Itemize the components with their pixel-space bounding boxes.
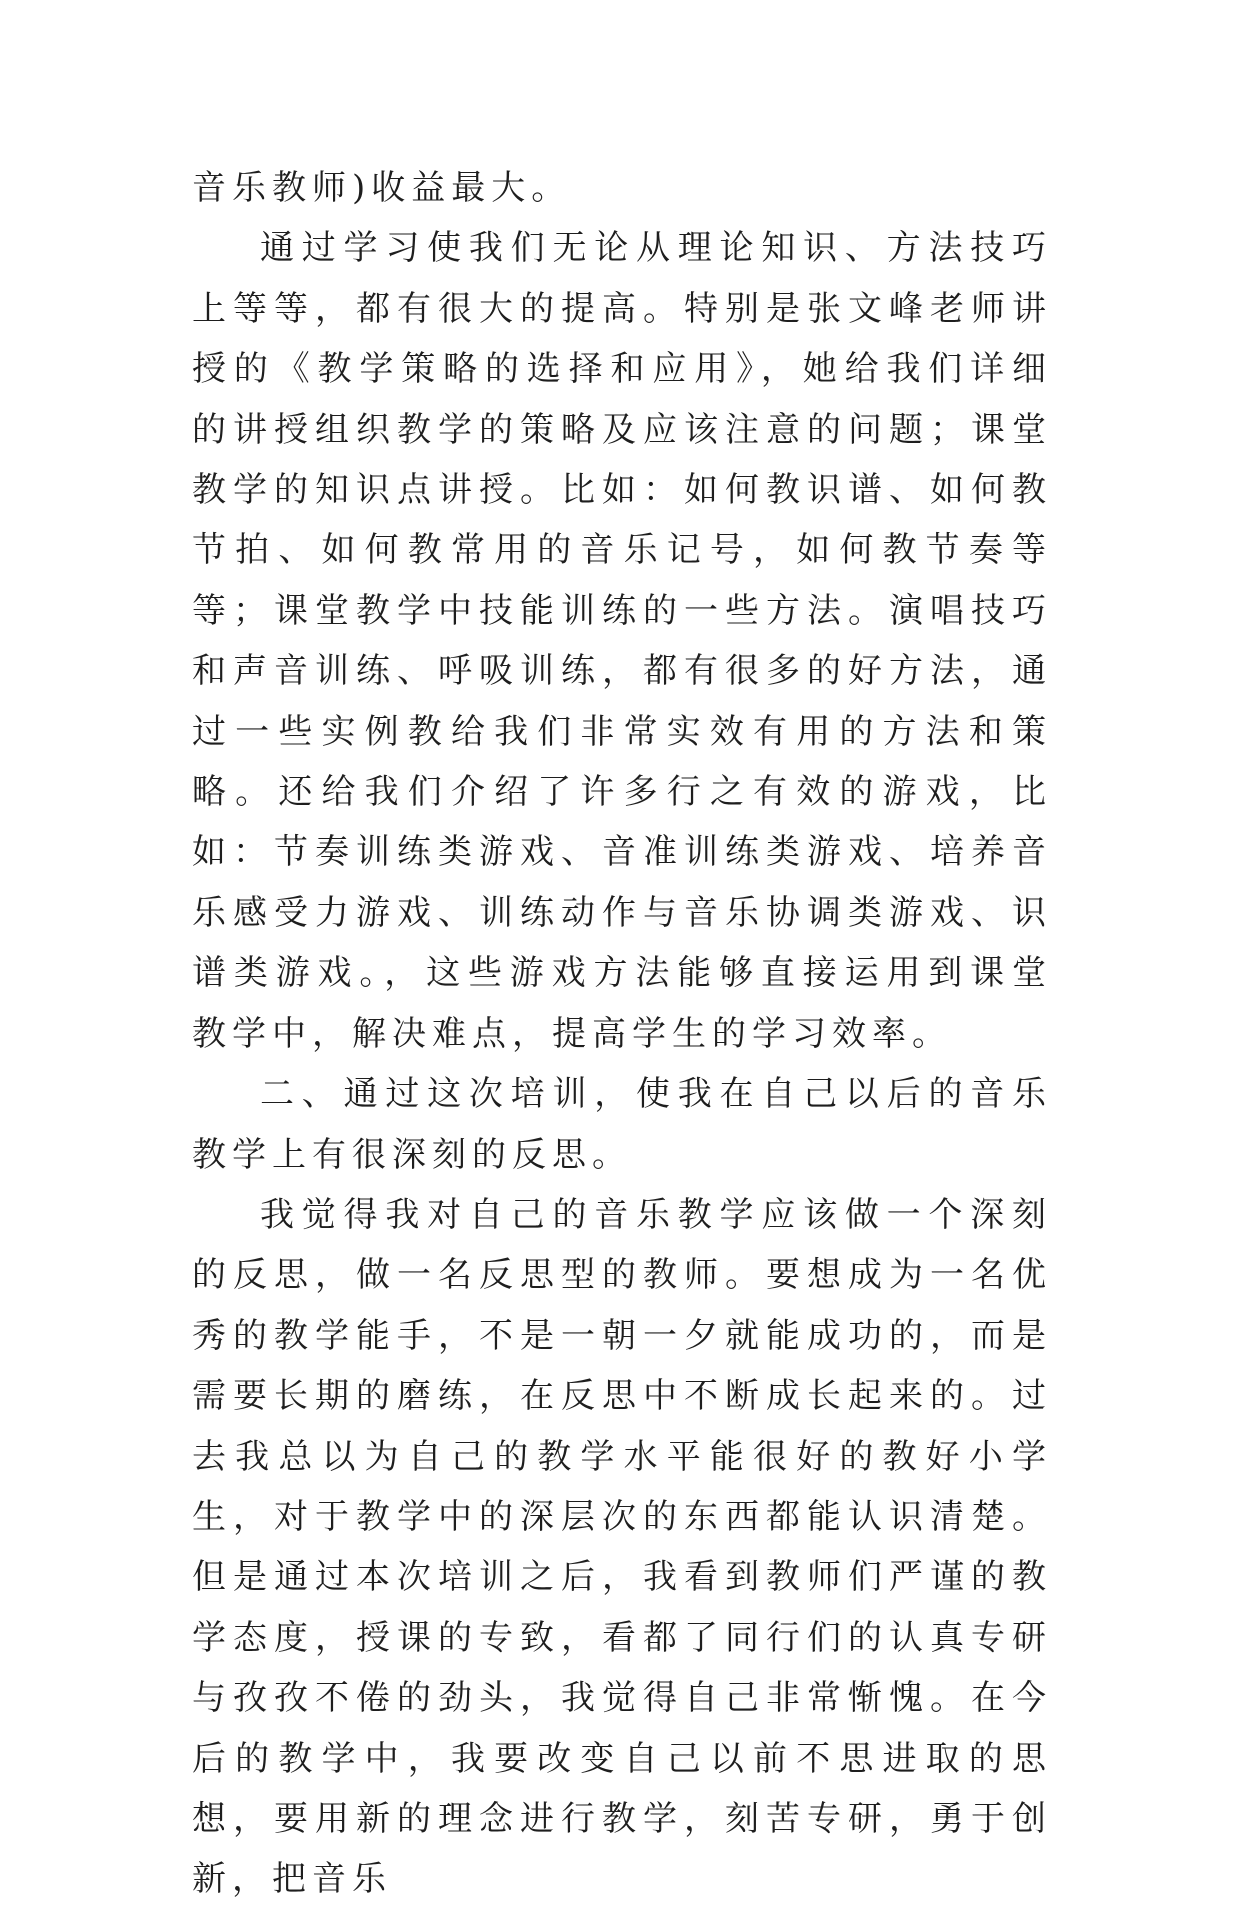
paragraph-continuation: 音乐教师)收益最大。 xyxy=(192,168,572,208)
paragraph-section-two-heading: 二、通过这次培训，使我在自己以后的音乐教学上有很深刻的反思。 xyxy=(192,1074,1052,1175)
paragraph-training-benefits: 通过学习使我们无论从理论知识、方法技巧上等等，都有很大的提高。特别是张文峰老师讲授的《教学策略的选择和应用》，她给我们详细的讲授组织教学的策略及应该注意的问题；课堂教学的知识点讲授。比如：如何教识谱、如何教节拍、如何教常用的音乐记号，如何教节奏等等；课堂教学中技能训练的一些方法。演唱技巧和声音训练、呼吸训练，都有很多的好方法，通过一些实例教给我们非常实效有用的方法和策略。还给我们介绍了许多行之有效的游戏，比如：节奏训练类游戏、音准训练类游戏、培养音乐感受力游戏、训练动作与音乐协调类游戏、识谱类游戏。，这些游戏方法能够直接运用到课堂教学中，解决难点，提高学生的学习效率。 xyxy=(192,228,1052,1054)
paragraph-reflection: 我觉得我对自己的音乐教学应该做一个深刻的反思，做一名反思型的教师。要想成为一名优秀的教学能手，不是一朝一夕就能成功的，而是需要长期的磨练，在反思中不断成长起来的。过去我总以为自己的教学水平能很好的教好小学生，对于教学中的深层次的东西都能认识清楚。但是通过本次培训之后，我看到教师们严谨的教学态度，授课的专致，看都了同行们的认真专研与孜孜不倦的劲头，我觉得自己非常惭愧。在今后的教学中，我要改变自己以前不思进取的思想，要用新的理念进行教学，刻苦专研，勇于创新，把音乐 xyxy=(192,1194,1052,1900)
body-text xyxy=(192,158,1052,1910)
